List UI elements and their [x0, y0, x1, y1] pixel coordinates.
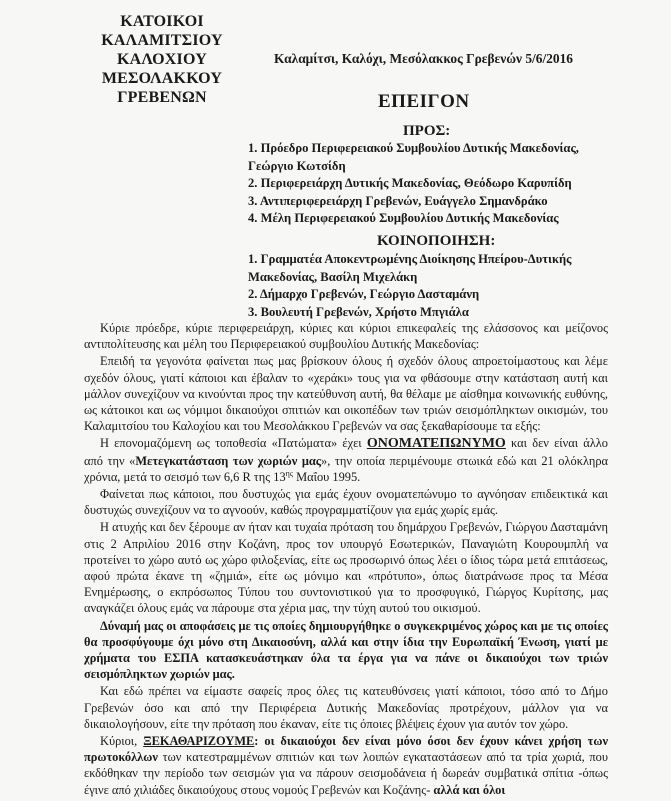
- text-run: », την οποία περιμένουμε στωικά εδώ και 21 ολόκληρα χρόνια, μετά το σεισμό των 6,6 R της 13: [84, 453, 609, 484]
- sender-line: ΚΑΤΟΙΚΟΙ: [120, 13, 204, 30]
- body-paragraph: Η ατυχής και δεν ξέρουμε αν ήταν και τυχαία πρόταση του δημάρχου Γρεβενών, Γιώργου Δασταμάνη στις 2 Απριλίου 2016 στην Κοζάνη, προς τον υπουργό Εσωτερικών, Παναγιώτη Κουρουμπλή να προτείνει το χώρο αυτό ως χώρο φιλοξενίας, είτε ως προσωρινό όπως λέει ο ίδιος τώρα μετά επιτάσεως, αφού πρώτα έκανε τη «ζημιά», είτε ως μόνιμο και «πρότυπο», όπως διατράνωσε προς τα Μέσα Ενημέρωσης, ο εκπρόσωπος Τύπου του συντονιστικού για το προσφυγικό, Γιώργος Κυρίτσης, μας αναγκάζει όλους εμάς να πάρουμε στα χέρια μας, την τύχη αυτού του οικισμού.: [84, 520, 608, 616]
- cc-title: ΚΟΙΝΟΠΟΙΗΣΗ:: [377, 233, 496, 249]
- emphasis-relocation: Μετεγκατάσταση των χωριών μας: [135, 453, 322, 468]
- sender-line: ΜΕΣΟΛΑΚΚΟΥ: [101, 70, 223, 87]
- emphasis-name: ΟΝΟΜΑΤΕΠΩΝΥΜΟ: [366, 436, 506, 452]
- body-paragraph: Και εδώ πρέπει να είμαστε σαφείς προς όλες τις κατευθύνσεις γιατί κάποιοι, τόσο από το Δήμο Γρεβενών όσο και από την Περιφέρεια Δυτικής Μακεδονίας προτρέχουν, μάλλον για να δικαιολογήσουν, είτε την πρόταση που έκαναν, είτε τις όποιες βλέψεις έχουν για αυτόν τον χώρο.: [84, 684, 608, 731]
- emphasis-clarify: ΞΕΚΑΘΑΡΙΖΟΥΜΕ: [143, 734, 255, 749]
- body-paragraph: Επειδή τα γεγονότα φαίνεται πως μας βρίσκουν όλους ή σχεδόν όλους απροετοίμαστους και λέμε σχεδόν όλους, γιατί κάποιοι και έβαλαν το «χεράκι» τους για να φθάσουμε στην κατάσταση αυτή και μάλλον συνεχίζουν να κινούνται προς την κατεύθυνση αυτή, θα θέλαμε με αίσθημα κοινωνικής ευθύνης, ως κάτοικοι και ως νόμιμοι δικαιούχοι σπιτιών και οικοπέδων των τριών σεισμόπληκτων οικισμών, του Καλαμιτσίου του Καλοχίου και του Μεσολάκκου Γρεβενών να σας ξεκαθαρίσουμε τα εξής:: [84, 354, 608, 434]
- ordinal-suffix: ης: [285, 468, 294, 478]
- text-run: των κατεστραμμένων σπιτιών και των λοιπών εγκαταστάσεων από τα τρία χωριά, που εκδόθηκαν την περίοδο των σεισμών για να πάρουν σεισμοδάνεια ή δωρεάν συμβατικά σπίτια -όπως έγινε από χιλιάδες δικαιούχους στους νομούς Γρεβενών και Κοζάνης-: [84, 750, 608, 797]
- sender-block: [82, 12, 242, 107]
- recipient-item: 1. Πρόεδρο Περιφερειακού Συμβουλίου Δυτικής Μακεδονίας, Γεώργιο Κωτσίδη: [248, 141, 579, 173]
- sender-line: ΚΑΛΑΜΙΤΣΙΟΥ: [101, 32, 223, 49]
- recipients-list: [248, 140, 618, 228]
- body-paragraph-bold: Δύναμή μας οι αποφάσεις με τις οποίες δημιουργήθηκε ο συγκεκριμένος χώρος και με τις οποίες θα προσφύγουμε όχι μόνο στη Δικαιοσύνη, αλλά και στην ίδια την Ευρωπαϊκή Ένωση, γιατί με χρήματα του ΕΣΠΑ κατασκευάστηκαν όλα τα έργα για να πάνε οι δικαιούχοι των τριών σεισμόπληκτων χωριών μας.: [84, 618, 608, 682]
- body-paragraph: [84, 733, 608, 798]
- recipient-item: 4. Μέλη Περιφερειακού Συμβουλίου Δυτικής Μακεδονίας: [248, 211, 559, 225]
- recipients-title: ΠΡΟΣ:: [403, 123, 451, 139]
- text-run: Μαΐου 1995.: [293, 469, 361, 484]
- body-paragraph: Κύριε πρόεδρε, κύριε περιφερειάρχη, κύριες και κύριοι επικεφαλείς της ελάσσονος και μείζονος αντιπολίτευσης και μέλη του Περιφερειακού συμβουλίου Δυτικής Μακεδονίας:: [84, 321, 608, 352]
- text-run: Κύριοι,: [100, 734, 144, 749]
- emphasis-beneficiaries: : οι δικαιούχοι δεν είναι μόνο όσοι δεν έχουν κάνει χρήση των πρωτοκόλλων: [84, 734, 608, 765]
- emphasis-all: αλλά και όλοι: [433, 782, 506, 797]
- recipient-item: 3. Αντιπεριφερειάρχη Γρεβενών, Ευάγγελο Σημανδράκο: [248, 193, 548, 208]
- urgent-label: ΕΠΕΙΓΟΝ: [378, 91, 470, 112]
- cc-item: 3. Βουλευτή Γρεβενών, Χρήστο Μπγιάλα: [248, 304, 469, 319]
- place-date: Καλαμίτσι, Καλόχι, Μεσόλακκος Γρεβενών 5/6/2016: [274, 51, 573, 66]
- body-paragraph: [84, 435, 608, 485]
- letter-body: [84, 320, 608, 799]
- sender-line: ΓΡΕΒΕΝΩΝ: [117, 89, 207, 106]
- body-paragraph: Φαίνεται πως κάποιοι, που δυστυχώς για εμάς έχουν ονοματεπώνυμο το αγνόησαν επιδεικτικά και δυστυχώς συνεχίζουν να το αγνοούν, καθώς προγραμματίζουν για εμάς χωρίς εμάς.: [84, 487, 608, 518]
- cc-item: 2. Δήμαρχο Γρεβενών, Γεώργιο Δασταμάνη: [248, 287, 480, 301]
- sender-line: ΚΑΛΟΧΙΟΥ: [117, 51, 207, 68]
- recipient-item: 2. Περιφερειάρχη Δυτικής Μακεδονίας, Θεόδωρο Καρυπίδη: [248, 176, 572, 190]
- cc-list: [248, 251, 618, 321]
- cc-item: 1. Γραμματέα Αποκεντρωμένης Διοίκησης Ηπείρου-Δυτικής Μακεδονίας, Βασίλη Μιχελάκη: [248, 252, 572, 284]
- text-run: Η επονομαζόμενη ως τοποθεσία «Πατώματα» έχει: [100, 436, 367, 451]
- text-run: και δεν είναι άλλο από την «: [84, 436, 608, 468]
